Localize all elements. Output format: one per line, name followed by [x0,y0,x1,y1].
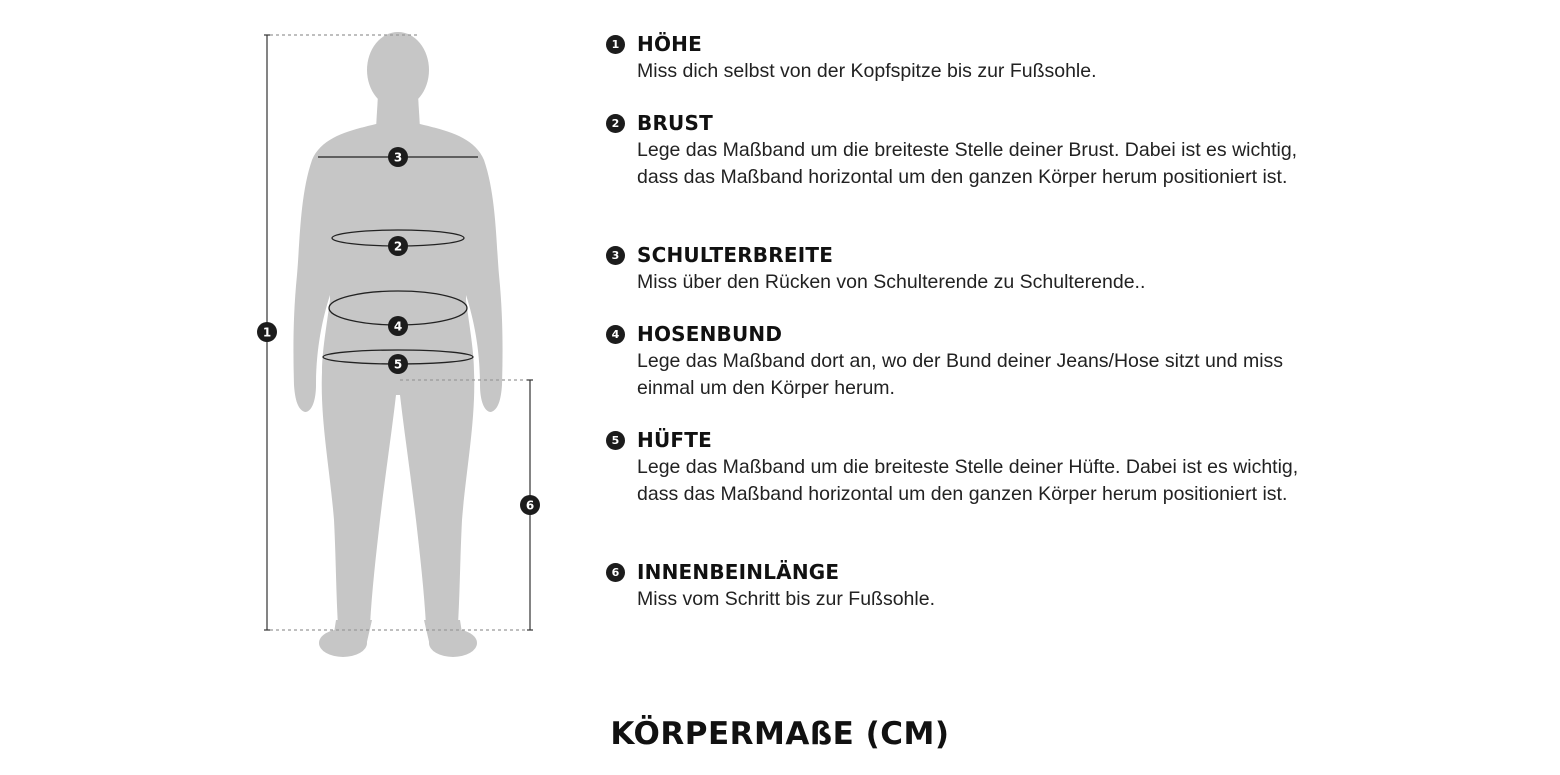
guide-title: INNENBEINLÄNGE [637,560,840,584]
svg-text:4: 4 [393,319,403,334]
body-figure [0,0,600,700]
guide-title: HÖHE [637,32,702,56]
guide-description: Lege das Maßband um die breiteste Stelle deiner Brust. Dabei ist es wichtig, dass das Maßband horizontal um den ganzen Körper herum positioniert ist. [637,139,1298,188]
svg-text:5: 5 [393,357,403,372]
marker-1 [257,322,277,342]
body-silhouette [293,32,502,657]
svg-text:6: 6 [525,498,535,513]
guide-title: BRUST [637,111,713,135]
guide-item-huefte [603,426,1323,507]
number-badge: 1 [606,35,625,54]
number-badge: 5 [606,431,625,450]
body-silhouette-diagram [0,0,600,700]
guide-description: Miss über den Rücken von Schulterende zu Schulterende.. [637,271,1146,293]
guide-item-hoehe [603,30,1323,85]
guide-title: HÜFTE [637,428,712,452]
svg-text:1: 1 [262,325,272,340]
guide-item-schulterbreite [603,241,1323,296]
svg-text:3: 3 [393,150,403,165]
page-title: KÖRPERMAßE (CM) [610,716,950,752]
marker-5 [388,354,408,374]
number-badge: 6 [606,563,625,582]
number-badge: 4 [606,325,625,344]
guide-item-brust [603,109,1323,190]
number-badge: 2 [606,114,625,133]
marker-6 [520,495,540,515]
guide-description: Miss dich selbst von der Kopfspitze bis zur Fußsohle. [637,60,1097,82]
guide-description: Lege das Maßband um die breiteste Stelle deiner Hüfte. Dabei ist es wichtig, dass das Maßband horizontal um den ganzen Körper herum positioniert ist. [637,456,1299,505]
guide-item-innenbeinlaenge [603,558,1323,613]
svg-text:2: 2 [393,239,403,254]
guide-description: Miss vom Schritt bis zur Fußsohle. [637,588,935,610]
marker-2 [388,236,408,256]
marker-3 [388,147,408,167]
guide-description: Lege das Maßband dort an, wo der Bund deiner Jeans/Hose sitzt und miss einmal um den Körper herum. [637,350,1284,399]
marker-4 [388,316,408,336]
guide-title: SCHULTERBREITE [637,243,834,267]
guide-title: HOSENBUND [637,322,783,346]
guide-item-hosenbund [603,320,1323,401]
number-badge: 3 [606,246,625,265]
